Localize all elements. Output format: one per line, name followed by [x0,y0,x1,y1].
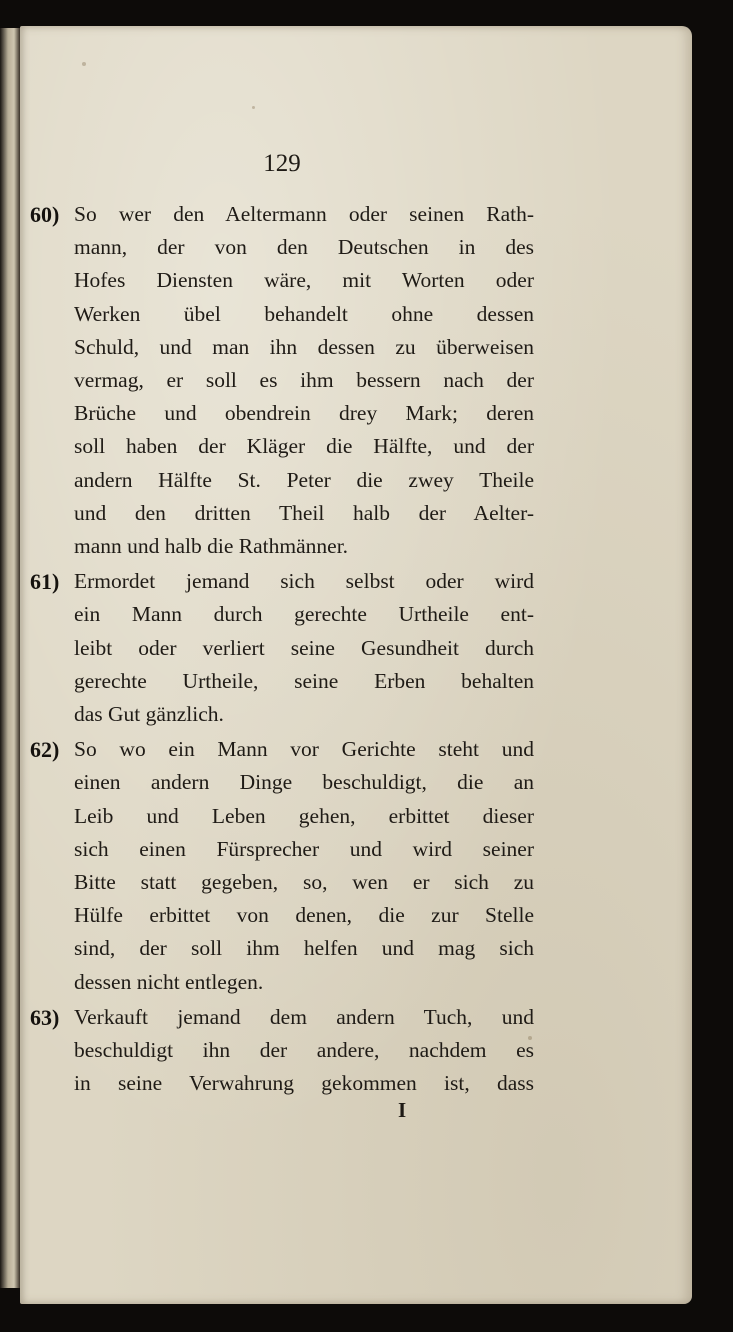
text-line: sich einen Fürsprecher und wird seiner [74,836,534,861]
text-line: soll haben der Kläger die Hälfte, und der [74,434,534,459]
text-line: mann und halb die Rathmänner. [74,534,349,559]
text-line: andern Hälfte St. Peter die zwey Theile [74,467,534,492]
text-line: Brüche und obendrein drey Mark; deren [74,401,534,426]
paper-spot [82,62,86,66]
text-line: das Gut gänzlich. [74,702,224,727]
text-line: beschuldigt ihn der andere, nachdem es [74,1038,534,1063]
body-text [30,198,534,1102]
text-line: mann, der von den Deutschen in des [74,235,534,260]
text-line: vermag, er soll es ihm bessern nach der [74,368,534,393]
paper-spot [252,106,255,109]
text-line: Verkauft jemand dem andern Tuch, und [74,1004,534,1029]
text-line: gerechte Urtheile, seine Erben behalten [74,668,534,693]
paragraph-61 [30,565,534,731]
text-line: leibt oder verliert seine Gesundheit durch [74,635,534,660]
text-line: sind, der soll ihm helfen und mag sich [74,936,534,961]
text-line: So wo ein Mann vor Gerichte steht und [74,737,534,762]
page-number: 129 [263,150,301,177]
text-line: ein Mann durch gerechte Urtheile ent- [74,602,534,627]
text-line: So wer den Aeltermann oder seinen Rath- [74,202,534,226]
text-line: Schuld, und man ihn dessen zu überweisen [74,334,534,359]
paragraph-number: 63) [30,1004,60,1030]
previous-page-edge [0,28,20,1288]
paragraph-62 [30,733,534,999]
text-line: Leib und Leben gehen, erbittet dieser [74,803,534,828]
paragraph-number: 61) [30,569,60,595]
text-line: Hofes Diensten wäre, mit Worten oder [74,268,534,293]
text-line: Bitte statt gegeben, so, wen er sich zu [74,870,534,895]
text-line: dessen nicht entlegen. [74,969,264,994]
signature-mark: I [398,1098,407,1122]
paragraph-number: 60) [30,202,60,227]
paragraph-number: 62) [30,737,60,763]
text-line: Werken übel behandelt ohne dessen [74,301,534,326]
text-line: in seine Verwahrung gekommen ist, dass [74,1071,534,1096]
book-page [20,26,692,1304]
text-line: und den dritten Theil halb der Aelter- [74,500,534,525]
text-line: einen andern Dinge beschuldigt, die an [74,770,534,795]
paragraph-60 [30,198,534,563]
text-line: Ermordet jemand sich selbst oder wird [74,569,534,594]
paragraph-63 [30,1001,534,1101]
text-line: Hülfe erbittet von denen, die zur Stelle [74,903,534,928]
